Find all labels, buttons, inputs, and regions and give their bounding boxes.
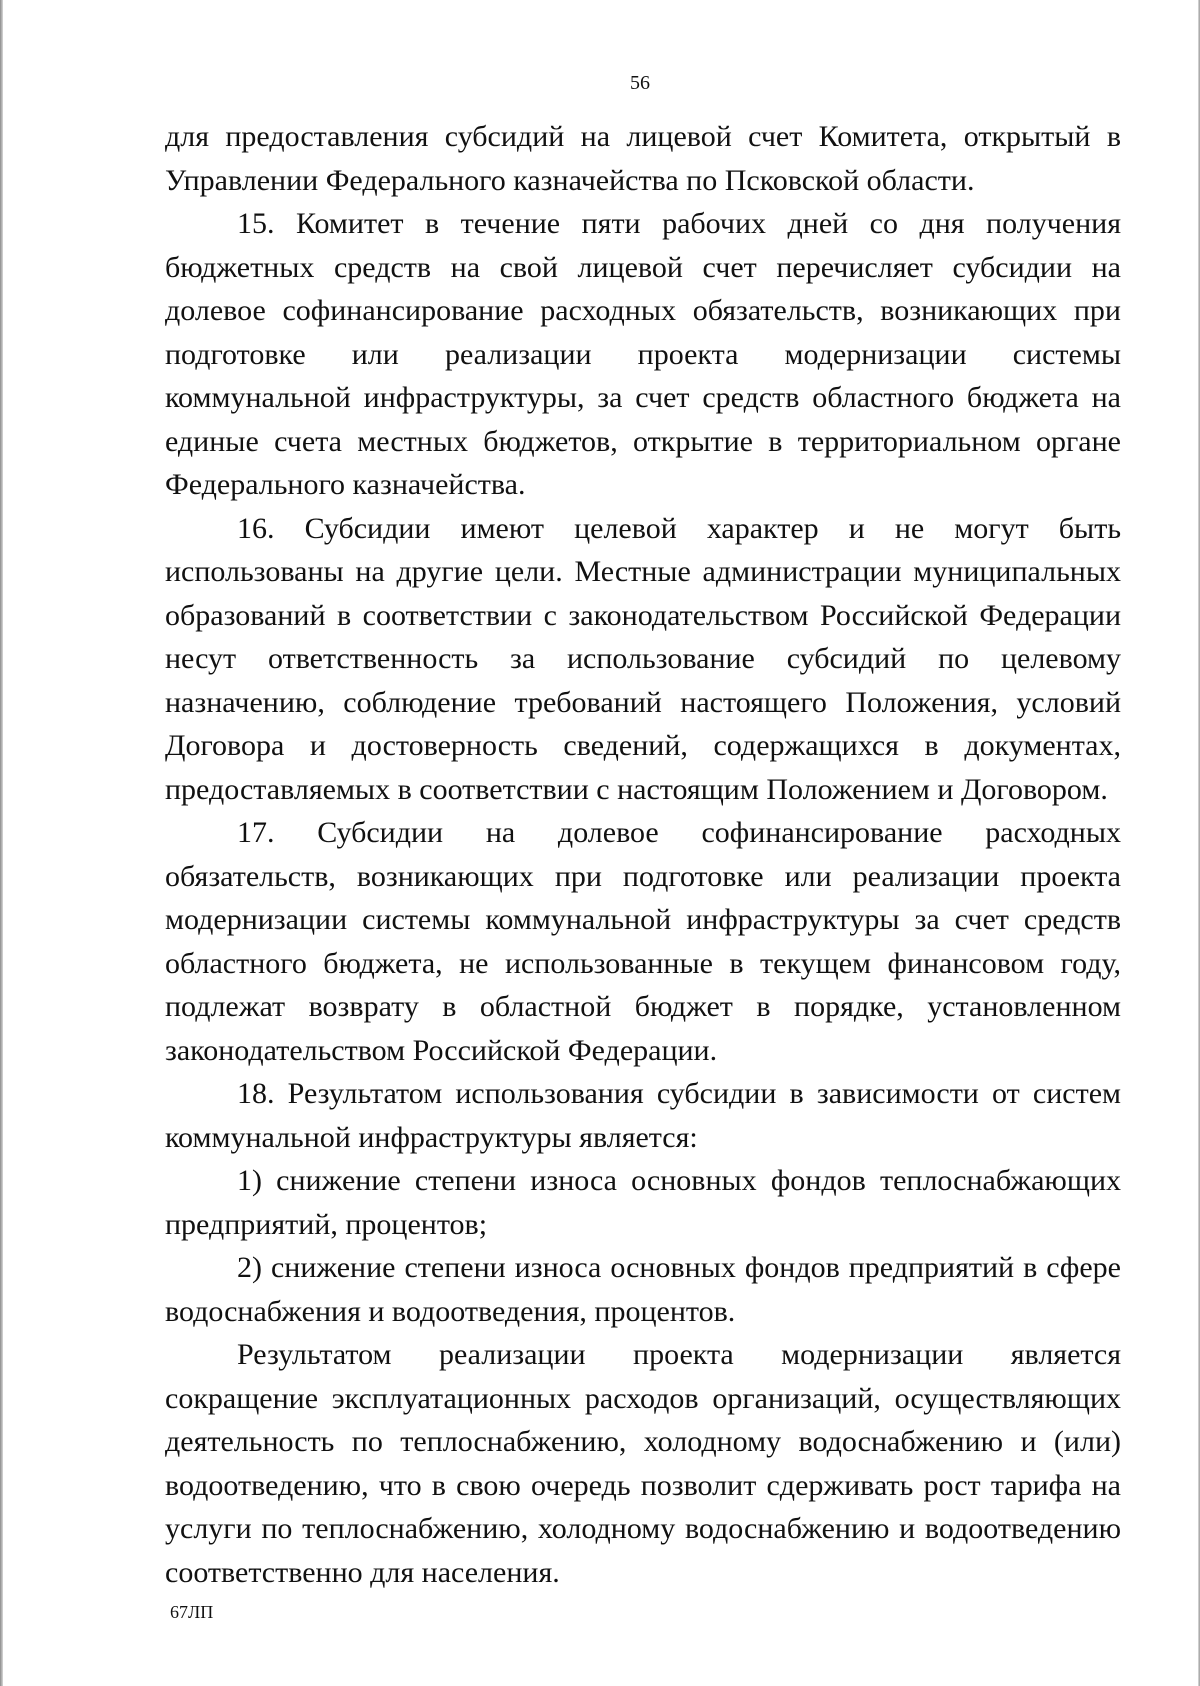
document-body: [165, 115, 1121, 1594]
paragraph-17: 17. Субсидии на долевое софинансирование расходных обязательств, возникающих при подготовке или реализации проекта модернизации системы коммунальной инфраструктуры за счет средств областного бюджета, не использованные в текущем финансовом году, подлежат возврату в областной бюджет в порядке, установленном законодательством Российской Федерации.: [165, 816, 1121, 1067]
list-item-2: 2) снижение степени износа основных фондов предприятий в сфере водоснабжения и водоотведения, процентов.: [165, 1251, 1121, 1328]
list-item-1: 1) снижение степени износа основных фондов теплоснабжающих предприятий, процентов;: [165, 1164, 1121, 1241]
scan-edge-left: [0, 0, 3, 1686]
paragraph-continuation: для предоставления субсидий на лицевой счет Комитета, открытый в Управлении Федерального казначейства по Псковской области.: [165, 120, 1121, 197]
paragraph-result: Результатом реализации проекта модернизации является сокращение эксплуатационных расходов организаций, осуществляющих деятельность по теплоснабжению, холодному водоснабжению и (или) водоотведению, что в свою очередь позволит сдерживать рост тарифа на услуги по теплоснабжению, холодному водоснабжению и водоотведению соответственно для населения.: [165, 1338, 1121, 1589]
page-number: 56: [630, 72, 650, 94]
document-code: 67ЛП: [170, 1602, 214, 1622]
paragraph-16: 16. Субсидии имеют целевой характер и не могут быть использованы на другие цели. Местные администрации муниципальных образований в соответствии с законодательством Российской Федерации несут ответственность за использование субсидий по целевому назначению, соблюдение требований настоящего Положения, условий Договора и достоверность сведений, содержащихся в документах, предоставляемых в соответствии с настоящим Положением и Договором.: [165, 511, 1121, 806]
paragraph-15: 15. Комитет в течение пяти рабочих дней со дня получения бюджетных средств на свой лицевой счет перечисляет субсидии на долевое софинансирование расходных обязательств, возникающих при подготовке или реализации проекта модернизации системы коммунальной инфраструктуры, за счет средств областного бюджета на единые счета местных бюджетов, открытие в территориальном органе Федерального казначейства.: [165, 207, 1121, 501]
paragraph-18: 18. Результатом использования субсидии в зависимости от систем коммунальной инфраструктуры является:: [165, 1077, 1121, 1154]
